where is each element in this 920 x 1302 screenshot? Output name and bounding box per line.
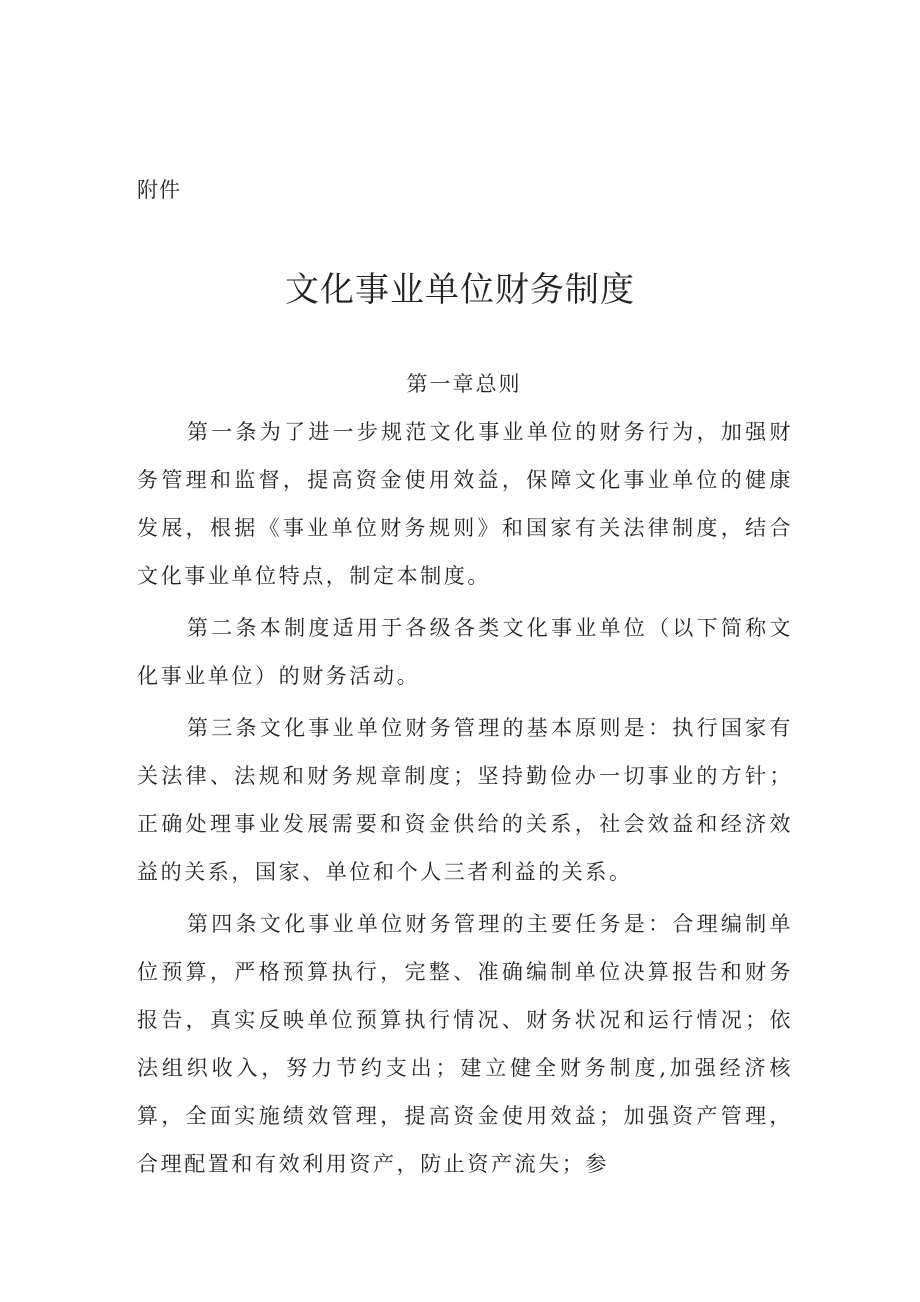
- article-3-paragraph: 第三条文化事业单位财务管理的基本原则是：执行国家有关法律、法规和财务规章制度；坚持勤俭办一切事业的方针；正确处理事业发展需要和资金供给的关系，社会效益和经济效益的关系，国家、单位和个人三者利益的关系。: [137, 716, 793, 884]
- article-4-paragraph: 第四条文化事业单位财务管理的主要任务是：合理编制单位预算，严格预算执行，完整、准确编制单位决算报告和财务报告，真实反映单位预算执行情况、财务状况和运行情况；依法组织收入，努力节约支出；建立健全财务制度,加强经济核算，全面实施绩效管理，提高资金使用效益；加强资产管理，合理配置和有效利用资产，防止资产流失；参: [137, 912, 793, 1176]
- document-title: 文化事业单位财务制度: [285, 270, 635, 310]
- document-body: [137, 408, 793, 1188]
- attachment-label: 附件: [137, 178, 181, 202]
- chapter-heading: 第一章总则: [406, 372, 522, 396]
- article-1-paragraph: 第一条为了进一步规范文化事业单位的财务行为，加强财务管理和监督，提高资金使用效益，保障文化事业单位的健康发展，根据《事业单位财务规则》和国家有关法律制度，结合文化事业单位特点，制定本制度。: [137, 420, 793, 588]
- article-2-paragraph: 第二条本制度适用于各级各类文化事业单位（以下简称文化事业单位）的财务活动。: [137, 616, 793, 688]
